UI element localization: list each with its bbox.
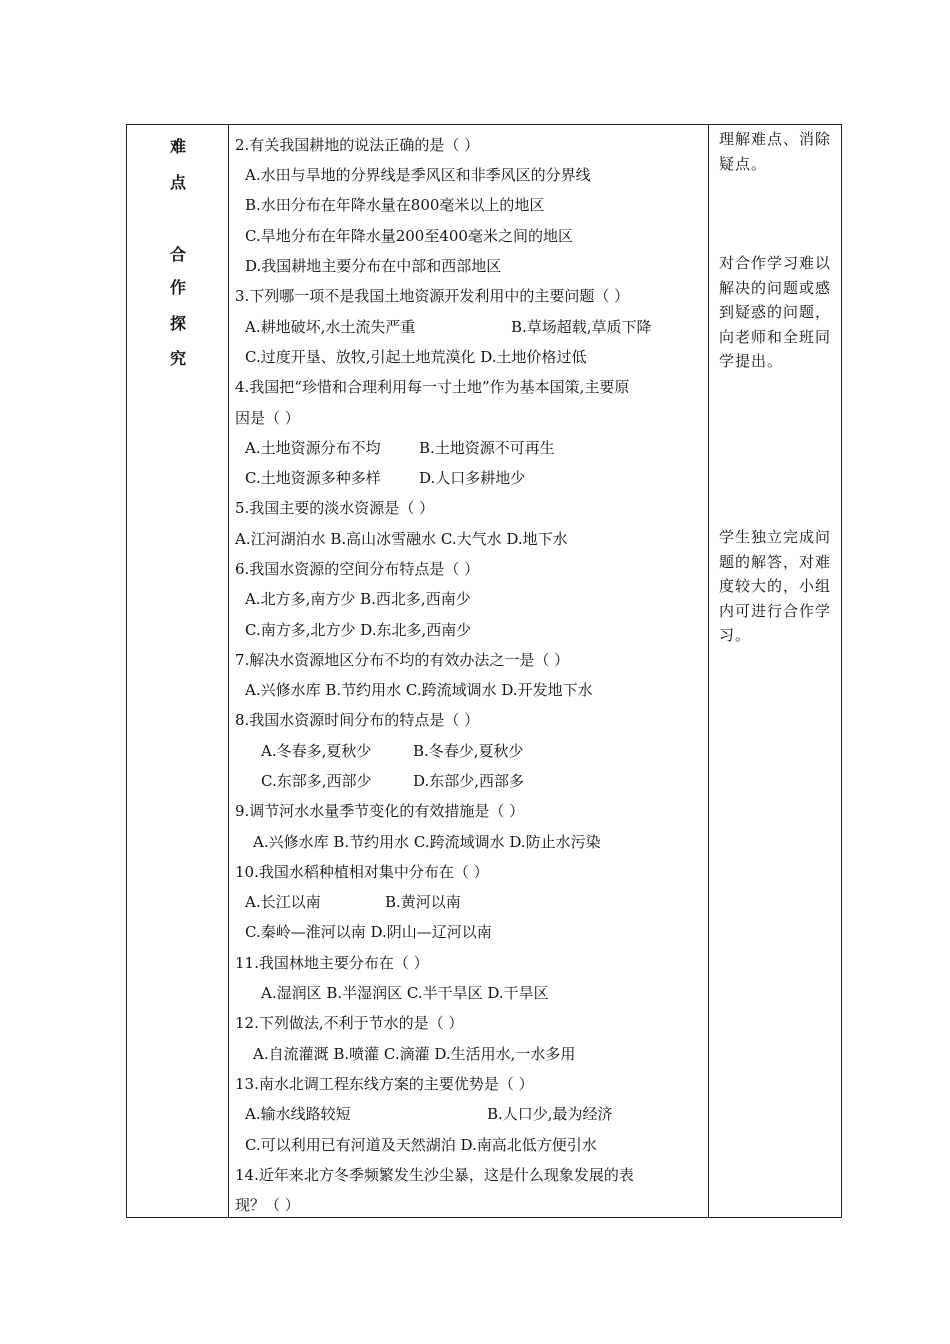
answer-option: C.可以利用已有河道及天然湖泊 D.南高北低方便引水: [245, 1136, 597, 1154]
answer-option: B.黄河以南: [385, 893, 461, 911]
question-stem: 6.我国水资源的空间分布特点是（ ）: [235, 560, 480, 578]
answer-option: C.东部多,西部少: [261, 772, 372, 790]
answer-option: C.秦岭—淮河以南 D.阴山—辽河以南: [245, 923, 492, 941]
answer-option: A.长江以南: [245, 893, 321, 911]
answer-option: A.耕地破坏,水土流失严重: [245, 318, 416, 336]
section-label-char: 究: [169, 349, 186, 368]
answer-option: C.旱地分布在年降水量200至400毫米之间的地区: [245, 227, 573, 245]
question-stem: 因是（ ）: [235, 409, 300, 427]
teaching-note: 学生独立完成问题的解答，对难度较大的，小组内可进行合作学习。: [719, 528, 832, 644]
teaching-note: 理解难点、消除疑点。: [719, 130, 832, 173]
answer-option: A.北方多,南方少 B.西北多,西南少: [245, 590, 471, 608]
answer-option: C.过度开垦、放牧,引起土地荒漠化 D.土地价格过低: [245, 348, 587, 366]
answer-option: A.冬春多,夏秋少: [261, 742, 372, 760]
answer-option: D.我国耕地主要分布在中部和西部地区: [245, 257, 502, 275]
question-stem: 12.下列做法,不利于节水的是（ ）: [235, 1014, 464, 1032]
answer-option: B.人口少,最为经济: [487, 1105, 613, 1123]
answer-option: B.冬春少,夏秋少: [413, 742, 524, 760]
section-label-char: 点: [169, 173, 186, 192]
answer-option: C.土地资源多种多样: [245, 469, 381, 487]
question-stem: 3.下列哪一项不是我国土地资源开发利用中的主要问题（ ）: [235, 287, 630, 305]
teaching-notes-column: [709, 125, 841, 1217]
question-stem: 14.近年来北方冬季频繁发生沙尘暴，这是什么现象发展的表: [235, 1166, 634, 1184]
question-stem: 13.南水北调工程东线方案的主要优势是（ ）: [235, 1075, 534, 1093]
section-label-char: 探: [169, 314, 186, 333]
lesson-table: [126, 124, 842, 1218]
answer-option: C.南方多,北方少 D.东北多,西南少: [245, 621, 472, 639]
question-stem: 9.调节河水水量季节变化的有效措施是（ ）: [235, 802, 525, 820]
answer-option: A.江河湖泊水 B.高山冰雪融水 C.大气水 D.地下水: [235, 530, 568, 548]
answer-option: B.水田分布在年降水量在800毫米以上的地区: [245, 196, 545, 214]
questions-column: [229, 125, 709, 1217]
answer-option: B.土地资源不可再生: [419, 439, 555, 457]
section-label-char: 合: [169, 245, 186, 264]
question-stem: 8.我国水资源时间分布的特点是（ ）: [235, 711, 480, 729]
answer-option: D.人口多耕地少: [419, 469, 526, 487]
answer-option: A.土地资源分布不均: [245, 439, 381, 457]
answer-option: A.兴修水库 B.节约用水 C.跨流域调水 D.防止水污染: [253, 833, 601, 851]
teaching-note: 对合作学习难以解决的问题或感到疑惑的问题，向老师和全班同学提出。: [719, 254, 832, 370]
question-stem: 5.我国主要的淡水资源是（ ）: [235, 499, 435, 517]
answer-option: B.草场超载,草质下降: [511, 318, 652, 336]
question-stem: 2.有关我国耕地的说法正确的是（ ）: [235, 136, 480, 154]
answer-option: A.兴修水库 B.节约用水 C.跨流域调水 D.开发地下水: [245, 681, 593, 699]
section-label-char: 作: [169, 278, 186, 297]
question-stem: 10.我国水稻种植相对集中分布在（ ）: [235, 863, 489, 881]
section-label-column: [127, 125, 229, 1217]
answer-option: A.输水线路较短: [245, 1105, 351, 1123]
question-stem: 现？（ ）: [235, 1196, 300, 1214]
section-label-char: 难: [169, 137, 186, 156]
question-stem: 7.解决水资源地区分布不均的有效办法之一是（ ）: [235, 651, 570, 669]
question-stem: 4.我国把“珍惜和合理利用每一寸土地”作为基本国策,主要原: [235, 378, 630, 396]
answer-option: A.湿润区 B.半湿润区 C.半干旱区 D.干旱区: [261, 984, 549, 1002]
answer-option: D.东部少,西部多: [413, 772, 525, 790]
answer-option: A.水田与旱地的分界线是季风区和非季风区的分界线: [245, 166, 591, 184]
question-stem: 11.我国林地主要分布在（ ）: [235, 954, 429, 972]
answer-option: A.自流灌溉 B.喷灌 C.滴灌 D.生活用水,一水多用: [253, 1045, 576, 1063]
